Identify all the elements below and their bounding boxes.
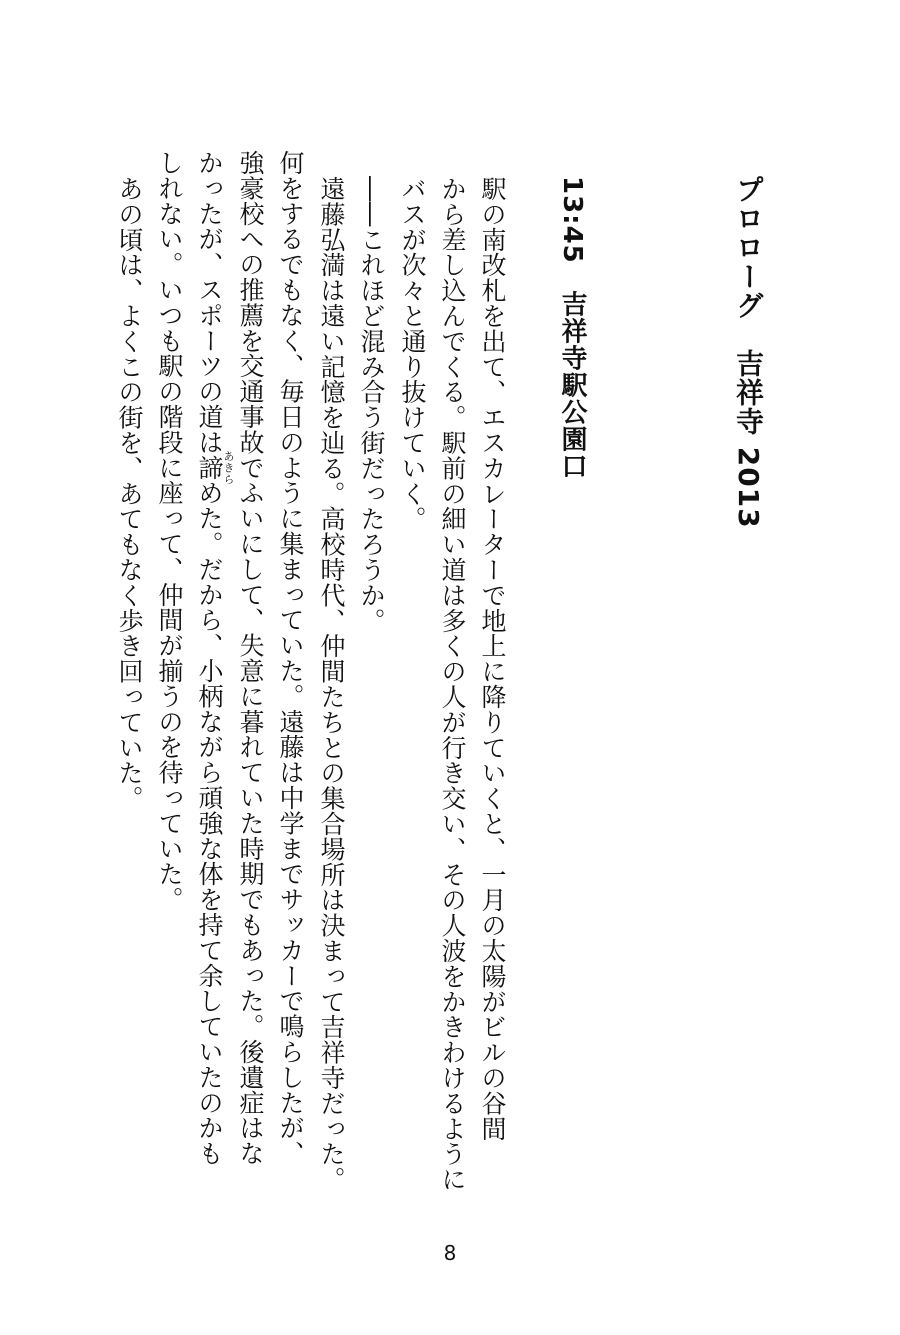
body-line: 駅の南改札を出て、エスカレーターで地上に降りていくと、一月の太陽がビルの谷間 <box>478 176 507 1142</box>
chapter-title: プロローグ 吉祥寺 2013 <box>732 175 765 529</box>
body-line: あの頃は、よくこの街を、あてもなく歩き回っていた。 <box>115 176 144 811</box>
page-number: 8 <box>443 1241 457 1265</box>
body-line: バスが次々と通り抜けていく。 <box>398 176 427 532</box>
body-line: から差し込んでくる。駅前の細い道は多くの人が行き交い、その人波をかきわけるように <box>438 176 467 1192</box>
body-line: 強豪校への推薦を交通事故でふいにして、失意に暮れていた時期でもあった。後遺症はな <box>236 150 265 1166</box>
ruby-annotation: 諦あきら <box>195 450 235 485</box>
body-line: かったが、スポーツの道は諦あきらめた。だから、小柄ながら頑強な体を持て余していたのかも <box>195 150 235 1167</box>
body-line: ――これほど混み合う街だったろうか。 <box>357 176 386 634</box>
body-line: しれない。いつも駅の階段に座って、仲間が揃うのを待っていた。 <box>155 150 184 912</box>
body-line: 遠藤弘満は遠い記憶を辿る。高校時代、仲間たちとの集合場所は決まって吉祥寺だった。 <box>317 176 346 1192</box>
ruby-reading: あきら <box>222 450 235 485</box>
body-line: 何をするでもなく、毎日のように集まっていた。遠藤は中学までサッカーで鳴らしたが、 <box>276 150 305 1166</box>
section-subtitle: 13:45 吉祥寺駅公園口 <box>557 176 587 480</box>
